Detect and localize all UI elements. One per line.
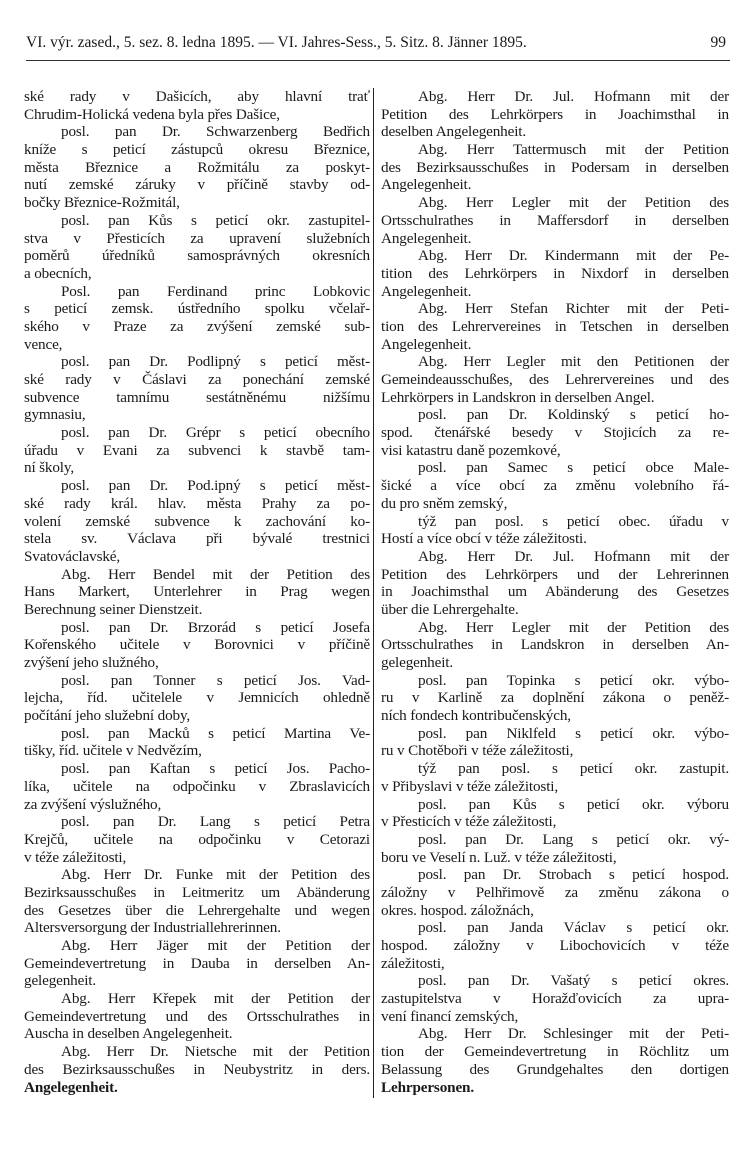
text-line: deselben Angelegenheit. [381, 123, 526, 141]
text-line: Petition des Lehrkörpers und der Lehrerinnen [381, 565, 729, 583]
text-line: Berechnung seiner Dienstzeit. [24, 600, 203, 618]
text-line: visi katastru daně pozemkové, [381, 441, 561, 459]
text-line: posl. pan Dr. Vašatý s peticí okres. [418, 972, 729, 990]
text-line: tition des Lehrkörpers in Nixdorf in derselben [381, 264, 729, 282]
text-line: du pro sněm zemský, [381, 494, 508, 512]
text-line: ní školy, [24, 459, 74, 477]
text-line: Abg. Herr Dr. Nietsche mit der Petition [61, 1043, 370, 1061]
text-line: posl. pan Dr. Lang s peticí Petra [61, 813, 370, 831]
text-line: posl. pan Janda Václav s peticí okr. [418, 919, 729, 937]
text-line: a obecních, [24, 264, 92, 282]
text-line: Svatováclavské, [24, 547, 121, 565]
text-line: ské rady v Čáslavi za ponechání zemské [24, 371, 370, 388]
text-line: posl. pan Dr. Pod.ipný s peticí měst- [61, 477, 370, 495]
text-line: Ortsschulrathes in Maffersdorf in derselben [381, 211, 729, 229]
text-line: boru ve Veselí n. Luž. v téže záležitosti, [381, 848, 617, 866]
text-line: líka, učitele na odpočinku v Zbraslavicích [24, 777, 370, 795]
text-line: Gemeindeausschußes, des Lehrervereines und des [381, 371, 729, 388]
text-line: Abg. Herr Stefan Richter mit der Peti- [418, 300, 729, 318]
text-line: Abg. Herr Jäger mit der Petition der [61, 937, 370, 954]
text-line: ského v Praze za zvýšení zemské sub- [24, 317, 370, 335]
text-line: des Gesetzes über die Lehrergehalte und wegen [24, 901, 370, 919]
text-line: Angelegenheit. [24, 1078, 118, 1096]
text-line: Abg. Herr Dr. Kindermann mit der Pe- [418, 247, 729, 265]
text-line: Angelegenheit. [381, 335, 472, 353]
text-line: v téže záležitosti, [24, 848, 127, 866]
text-line: okres. hospod. záložnách, [381, 901, 534, 919]
text-line: Abg. Herr Legler mit der Petition des [418, 618, 729, 636]
text-line: lejcha, říd. učitelele v Jemnicích ohledně [24, 689, 370, 707]
text-line: volení zemské subvence k zachování ko- [24, 512, 370, 530]
text-line: gelegenheit. [381, 654, 453, 671]
text-line: posl. pan Topinka s peticí okr. výbo- [418, 671, 729, 689]
text-line: Lehrkörpers in Landskron in derselben Angel. [381, 388, 655, 406]
text-line: posl. pan Kůs s peticí okr. výboru [418, 795, 729, 813]
text-line: posl. pan Kůs s peticí okr. zastupitel- [61, 211, 370, 229]
text-line: Angelegenheit. [381, 229, 472, 247]
text-line: ské rady král. hlav. města Prahy za po- [24, 494, 370, 512]
left-column [24, 88, 370, 1096]
text-line: posl. pan Dr. Podlipný s peticí měst- [61, 353, 370, 371]
text-line: Posl. pan Ferdinand princ Lobkovic [61, 282, 370, 300]
text-line: Auscha in deselben Angelegenheit. [24, 1025, 233, 1043]
text-line: týž pan posl. s peticí obec. úřadu v [418, 512, 729, 530]
text-line: v Přibyslavi v téže záležitosti, [381, 777, 558, 795]
text-line: über die Lehrergehalte. [381, 600, 519, 618]
text-line: Abg. Herr Tattermusch mit der Petition [418, 141, 729, 159]
text-line: nutí zemské záruky v příčině stavby od- [24, 176, 370, 194]
text-line: posl. pan Dr. Grépr s peticí obecního [61, 424, 370, 442]
text-line: gymnasiu, [24, 406, 86, 424]
text-line: posl. pan Dr. Brzorád s peticí Josefa [61, 618, 370, 636]
text-line: posl. pan Samec s peticí obce Male- [418, 459, 729, 477]
text-line: hospod. záložny v Libochovicích v téže [381, 937, 729, 954]
text-line: šické a více obcí za změnu volebního řá- [381, 477, 729, 495]
text-line: posl. pan Dr. Lang s peticí okr. vý- [418, 830, 729, 848]
text-line: Altersversorgung der Industriallehrerinnen. [24, 919, 281, 937]
text-line: tišky, říd. učitele v Nedvězím, [24, 742, 202, 760]
text-line: Ortsschulrathes in Landskron in derselben An- [381, 636, 729, 654]
text-line: bočky Březnice-Rožmitál, [24, 194, 180, 212]
text-line: tion des Lehrervereines in Tetschen in derselben [381, 317, 729, 335]
text-line: Abg. Herr Dr. Jul. Hofmann mit der [418, 88, 729, 105]
text-line: Gemeindevertretung und des Ortsschulrathes in [24, 1007, 370, 1025]
text-line: posl. pan Tonner s peticí Jos. Vad- [61, 671, 370, 689]
text-line: posl. pan Dr. Koldinský s peticí ho- [418, 406, 729, 424]
text-line: posl. pan Dr. Strobach s peticí hospod. [418, 866, 729, 884]
text-line: Abg. Herr Dr. Jul. Hofmann mit der [418, 547, 729, 565]
text-line: tion der Gemeindevertretung in Röchlitz um [381, 1043, 729, 1061]
text-line: Lehrpersonen. [381, 1078, 474, 1096]
running-header [26, 34, 732, 56]
text-line: des Bezirksausschußes in Podersam in derselben [381, 158, 729, 176]
text-line: posl. pan Niklfeld s peticí okr. výbo- [418, 724, 729, 742]
text-line: posl. pan Dr. Schwarzenberg Bedřich [61, 123, 370, 141]
text-line: poměrů úředníků samosprávných okresních [24, 247, 370, 265]
text-line: ru v Karlině za doplnění zákona o peněž- [381, 689, 729, 707]
text-line: zvýšení jeho služného, [24, 654, 159, 671]
text-line: Kořenského učitele v Borovnici v příčině [24, 636, 370, 654]
text-line: Gemeindevertretung in Dauba in derselben An- [24, 954, 370, 972]
text-line: posl. pan Macků s peticí Martina Ve- [61, 724, 370, 742]
page-number: 99 [710, 34, 726, 51]
text-line: stela sv. Václava při bývalé trestnici [24, 530, 370, 548]
text-line: záležitosti, [381, 954, 445, 972]
text-line: spod. čtenářské besedy v Stojicích za re- [381, 424, 729, 442]
text-line: Abg. Herr Dr. Funke mit der Petition des [61, 866, 370, 884]
text-line: v Přesticích v téže záležitosti, [381, 813, 557, 831]
text-line: zastupitelstva v Horažďovicích za upra- [381, 990, 729, 1008]
header-title: VI. výr. zased., 5. sez. 8. ledna 1895. — VI. Jahres-Sess., 5. Sitz. 8. Jänner 1895. [26, 34, 527, 51]
text-line: města Březnice a Rožmitálu za poskyt- [24, 158, 370, 176]
text-line: Chrudim-Holická vedena byla přes Dašice, [24, 105, 280, 123]
text-line: týž pan posl. s peticí okr. zastupit. [418, 760, 729, 778]
text-line: Abg. Herr Dr. Schlesinger mit der Peti- [418, 1025, 729, 1043]
text-line: počítání jeho služební doby, [24, 707, 191, 725]
text-line: subvence tamnímu sestátněnému nižšímu [24, 388, 370, 406]
text-line: úřadu v Evani za subvenci k stavbě tam- [24, 441, 370, 459]
text-line: Belassung des Grundgehaltes den dortigen [381, 1060, 729, 1078]
text-line: gelegenheit. [24, 972, 96, 990]
text-line: Angelegenheit. [381, 176, 472, 194]
text-line: Abg. Herr Bendel mit der Petition des [61, 565, 370, 583]
text-line: za zvýšení výslužného, [24, 795, 162, 813]
text-line: in Joachimsthal um Abänderung des Gesetzes [381, 583, 729, 601]
text-line: kníže s peticí zástupců okresu Březnice, [24, 141, 370, 159]
text-line: Angelegenheit. [381, 282, 472, 300]
text-line: ské rady v Dašicích, aby hlavní trať [24, 88, 370, 105]
text-line: Hans Markert, Unterlehrer in Prag wegen [24, 583, 370, 601]
text-line: Krejčů, učitele na odpočinku v Cetorazi [24, 830, 370, 848]
text-line: Hostí a více obcí v téže záležitosti. [381, 530, 587, 548]
text-line: záložny v Pelhřimově za změnu zákona o [381, 883, 729, 901]
text-line: Petition des Lehrkörpers in Joachimsthal in [381, 105, 729, 123]
right-column [381, 88, 729, 1096]
text-line: Bezirksausschußes in Leitmeritz um Abänderung [24, 883, 370, 901]
column-divider [373, 88, 374, 1098]
text-line: stva v Přesticích za upravení služebních [24, 229, 370, 247]
text-line: vení financí zemských, [381, 1007, 519, 1025]
text-line: des Bezirksausschußes in Neubystritz in ders. [24, 1060, 370, 1078]
text-line: s peticí zemsk. ústředního spolku včelař- [24, 300, 370, 318]
text-line: posl. pan Kaftan s peticí Jos. Pacho- [61, 760, 370, 778]
text-line: Abg. Herr Legler mit den Petitionen der [418, 353, 729, 371]
text-line: ních fondech kontribučenských, [381, 707, 571, 725]
text-line: Abg. Herr Křepek mit der Petition der [61, 990, 370, 1008]
text-line: Abg. Herr Legler mit der Petition des [418, 194, 729, 212]
header-rule [26, 60, 730, 61]
text-line: ru v Chotěboři v téže záležitosti, [381, 742, 574, 760]
text-line: vence, [24, 335, 63, 353]
